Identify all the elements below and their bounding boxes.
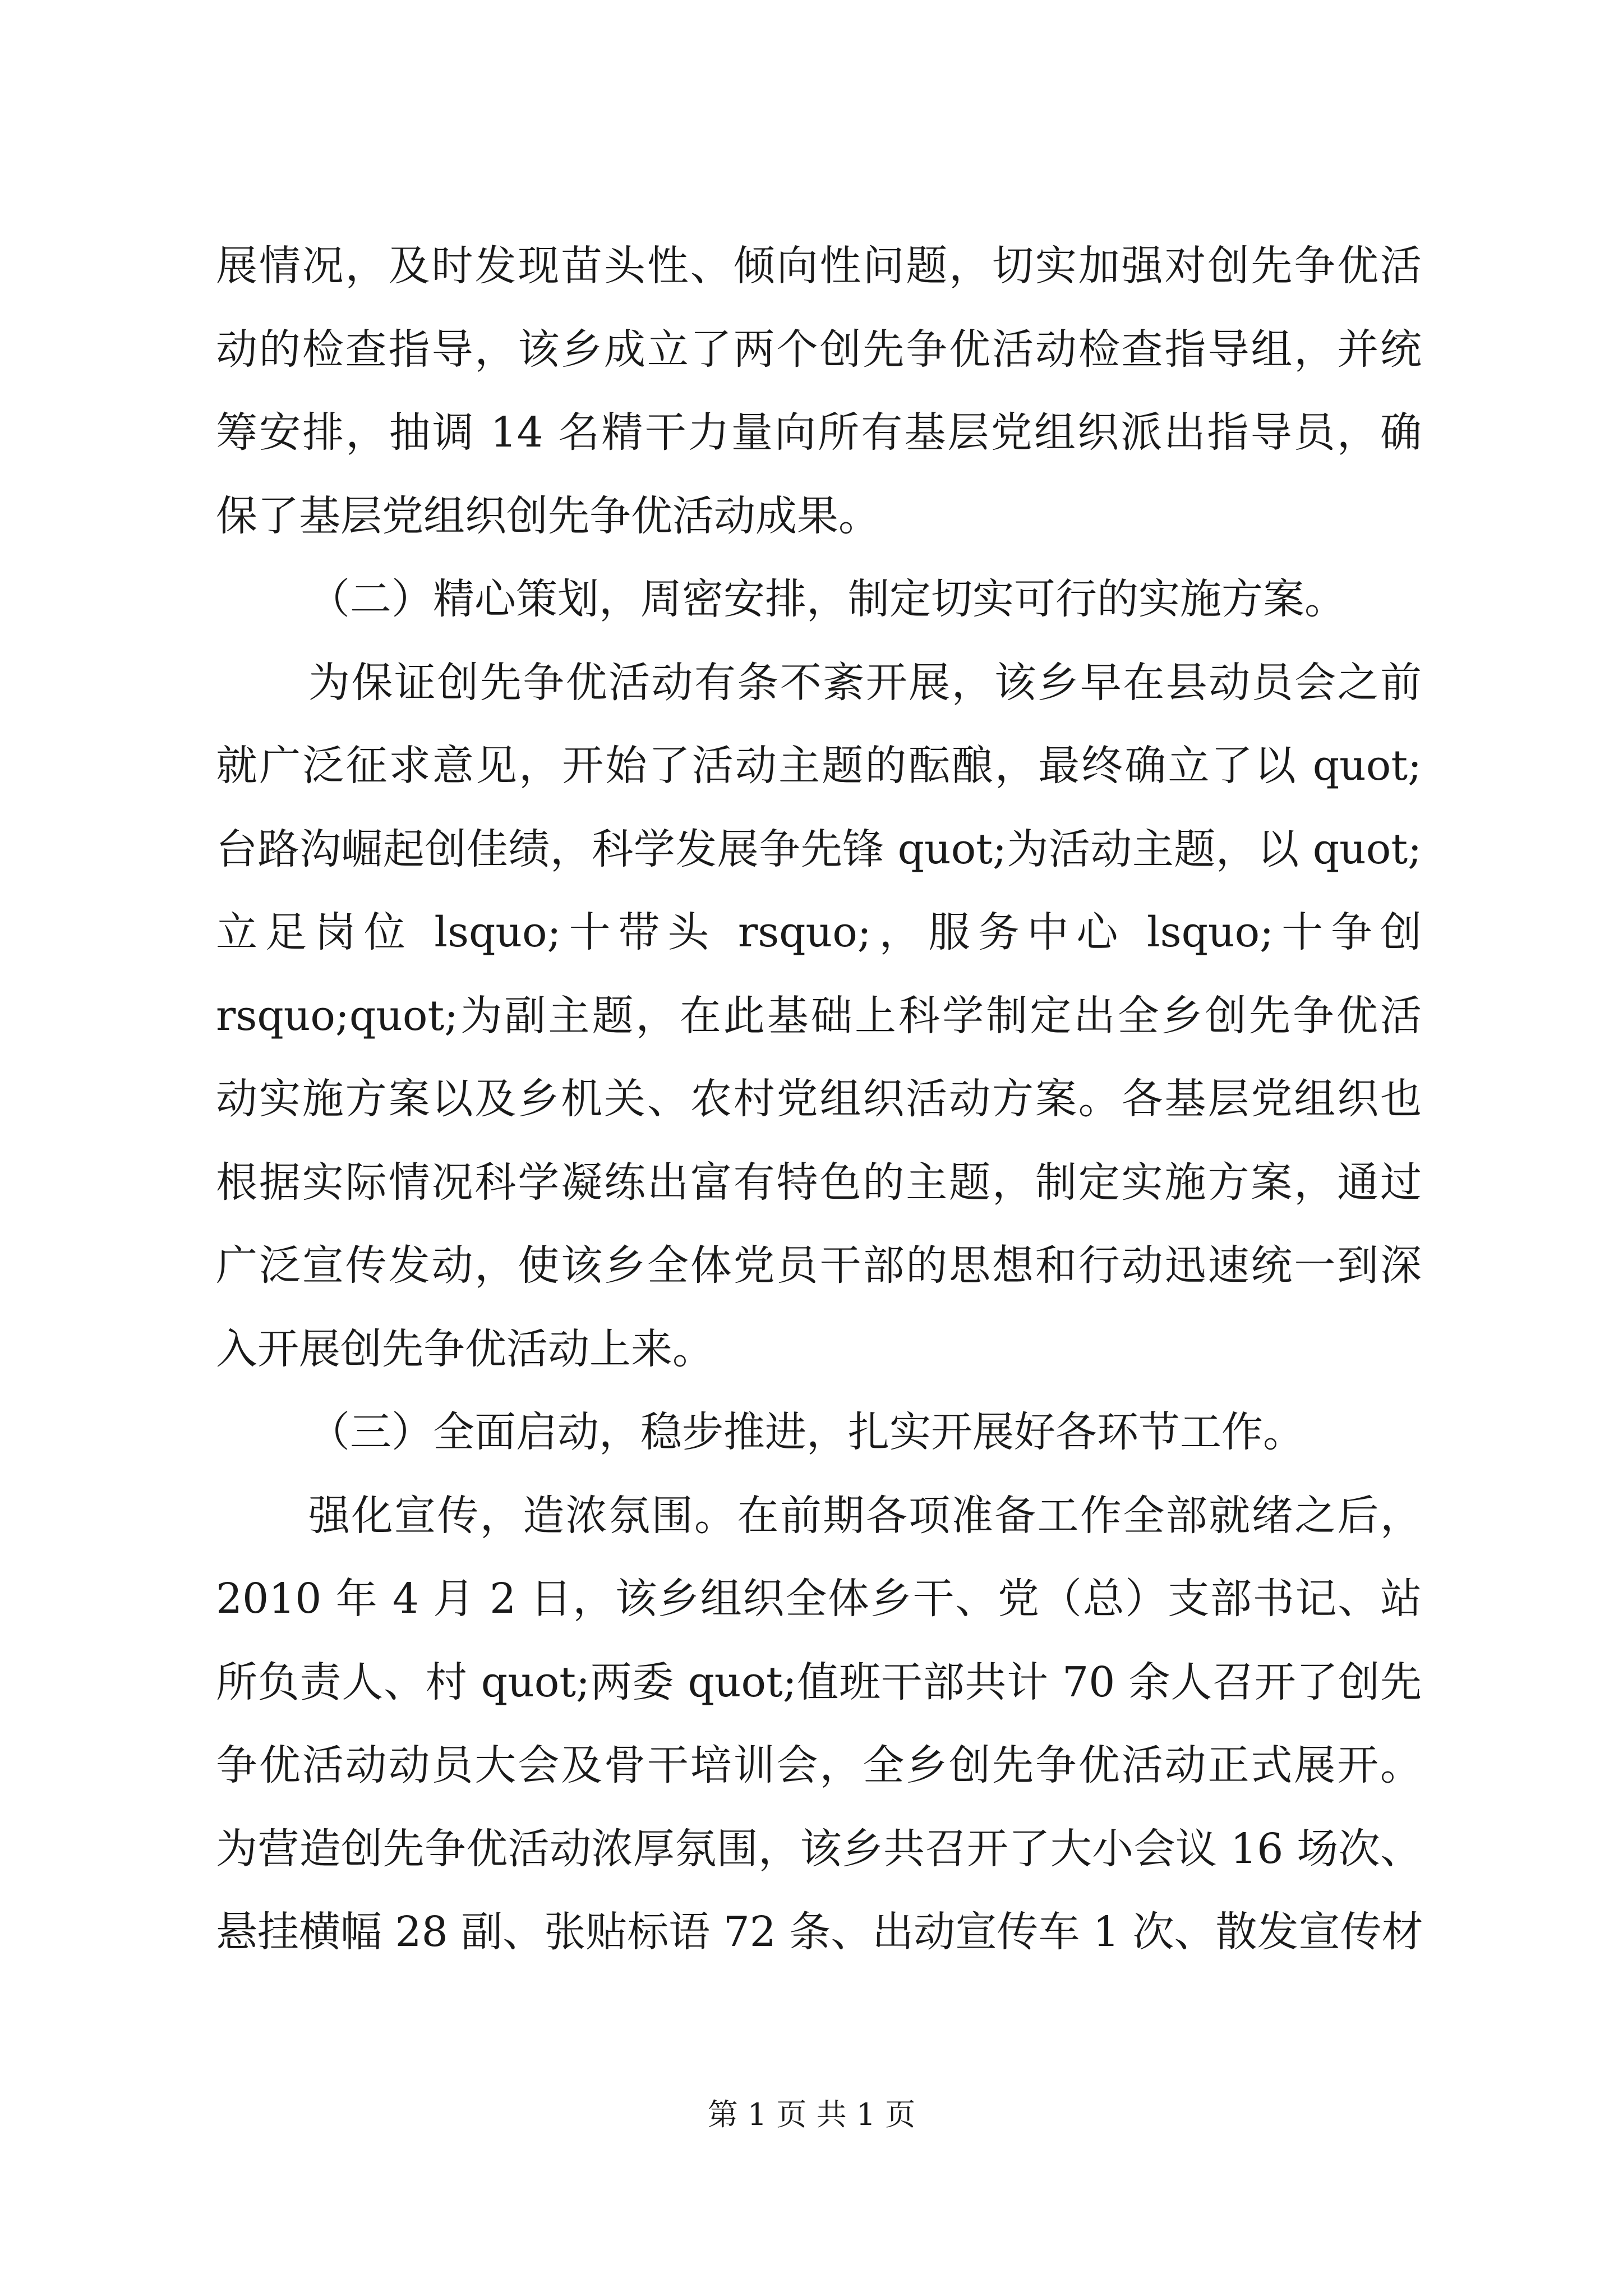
- text-line: 2010 年 4 月 2 日，该乡组织全体乡干、党（总）支部书记、站: [216, 1575, 1422, 1623]
- section-heading: （三）全面启动，稳步推进，扎实开展好各环节工作。: [308, 1408, 1304, 1456]
- page-footer: 第 1 页 共 1 页: [707, 2097, 916, 2132]
- text-line: 入开展创先争优活动上来。: [216, 1324, 714, 1373]
- text-line: 筹安排，抽调 14 名精干力量向所有基层党组织派出指导员，确: [216, 408, 1422, 457]
- section-heading: （二）精心策划，周密安排，制定切实可行的实施方案。: [308, 575, 1346, 623]
- text-line: 为营造创先争优活动浓厚氛围，该乡共召开了大小会议 16 场次、: [216, 1824, 1422, 1873]
- text-line: 保了基层党组织创先争优活动成果。: [216, 491, 880, 540]
- text-line: 动实施方案以及乡机关、农村党组织活动方案。各基层党组织也: [216, 1075, 1422, 1123]
- text-line: 根据实际情况科学凝练出富有特色的主题，制定实施方案，通过: [216, 1158, 1422, 1207]
- text-line: 悬挂横幅 28 副、张贴标语 72 条、出动宣传车 1 次、散发宣传材: [216, 1908, 1423, 1956]
- text-line: 立足岗位 lsquo;十带头 rsquo;，服务中心 lsquo;十争创: [216, 908, 1422, 956]
- text-line: rsquo;quot;为副主题，在此基础上科学制定出全乡创先争优活: [216, 991, 1422, 1040]
- text-line: 就广泛征求意见，开始了活动主题的酝酿，最终确立了以 quot;: [216, 742, 1422, 790]
- text-line: 展情况，及时发现苗头性、倾向性问题，切实加强对创先争优活: [216, 242, 1422, 290]
- document-body: [216, 224, 1422, 1974]
- text-line: 动的检查指导，该乡成立了两个创先争优活动检查指导组，并统: [216, 325, 1422, 374]
- text-line: 广泛宣传发动，使该乡全体党员干部的思想和行动迅速统一到深: [216, 1241, 1422, 1290]
- text-line: 所负责人、村 quot;两委 quot;值班干部共计 70 余人召开了创先: [216, 1658, 1422, 1706]
- text-line: 强化宣传，造浓氛围。在前期各项准备工作全部就绪之后，: [308, 1491, 1422, 1540]
- text-line: 争优活动动员大会及骨干培训会，全乡创先争优活动正式展开。: [216, 1741, 1422, 1789]
- text-line: 台路沟崛起创佳绩，科学发展争先锋 quot;为活动主题，以 quot;: [216, 825, 1422, 873]
- text-line: 为保证创先争优活动有条不紊开展，该乡早在县动员会之前: [308, 658, 1422, 707]
